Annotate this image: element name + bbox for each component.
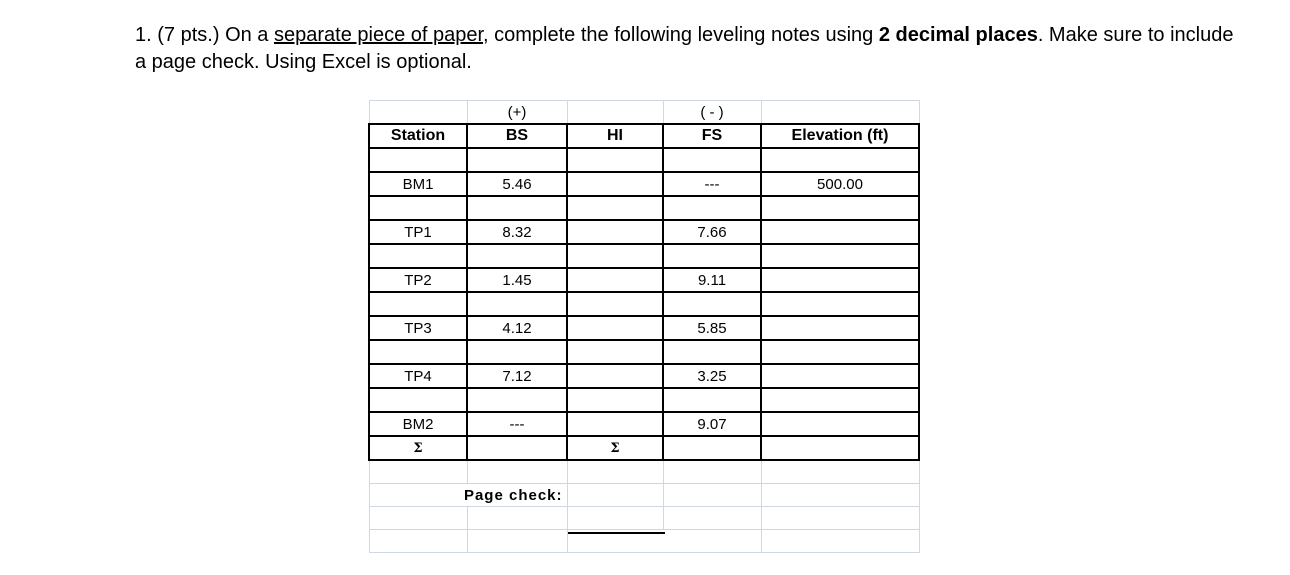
sign-minus: ( - ) [663, 101, 761, 125]
question-text-part: On a [225, 24, 269, 46]
cell-hi [567, 412, 663, 436]
page-check-row [369, 484, 919, 507]
question-underlined: separate piece of paper [273, 24, 484, 46]
page-check-label: Page check: [369, 484, 567, 507]
blank-row [369, 340, 919, 364]
cell-station: TP4 [369, 364, 467, 388]
sum-fs-symbol: Σ [567, 436, 663, 460]
cell-bs: 5.46 [467, 172, 567, 196]
cell-fs: 7.66 [663, 220, 761, 244]
cell-elev [761, 364, 919, 388]
header-row [369, 124, 919, 148]
question-text-part: , complete the following leveling notes using [483, 24, 874, 46]
cell-hi [567, 172, 663, 196]
cell-bs: 1.45 [467, 268, 567, 292]
cell-station: BM1 [369, 172, 467, 196]
cell-fs: 3.25 [663, 364, 761, 388]
blank-row [369, 460, 919, 484]
header-bs: BS [467, 124, 567, 148]
cell-station: BM2 [369, 412, 467, 436]
cell-bs: 8.32 [467, 220, 567, 244]
sum-row [369, 436, 919, 460]
blank-row [369, 148, 919, 172]
table-row [369, 172, 919, 196]
blank-row [369, 292, 919, 316]
question-text-part: . Make sure to include a page check. Using Excel is optional. [135, 24, 1234, 73]
header-elevation: Elevation (ft) [761, 124, 919, 148]
cell-fs: 9.11 [663, 268, 761, 292]
leveling-notes-table [368, 100, 920, 553]
cell-elev [761, 316, 919, 340]
blank-row [369, 507, 919, 530]
blank-row [369, 244, 919, 268]
question-text [135, 22, 1235, 76]
cell-elev [761, 412, 919, 436]
cell-elev: 500.00 [761, 172, 919, 196]
cell-station: TP1 [369, 220, 467, 244]
cell-fs: 9.07 [663, 412, 761, 436]
sign-cell [369, 101, 467, 125]
header-station: Station [369, 124, 467, 148]
cell-hi [567, 220, 663, 244]
blank-row [369, 388, 919, 412]
sign-cell [761, 101, 919, 125]
table-row [369, 412, 919, 436]
cell-bs: 7.12 [467, 364, 567, 388]
table-row [369, 268, 919, 292]
cell-elev [761, 268, 919, 292]
table-row [369, 220, 919, 244]
cell-station: TP3 [369, 316, 467, 340]
question-number: 1. [135, 24, 152, 46]
cell-bs: 4.12 [467, 316, 567, 340]
sign-plus: (+) [467, 101, 567, 125]
cell-hi [567, 316, 663, 340]
blank-row [369, 196, 919, 220]
cell-station: TP2 [369, 268, 467, 292]
sum-bs-symbol: Σ [369, 436, 467, 460]
table-row [369, 316, 919, 340]
header-hi: HI [567, 124, 663, 148]
question-points: (7 pts.) [157, 24, 220, 46]
cell-hi [567, 268, 663, 292]
question-bold: 2 decimal places [878, 24, 1038, 46]
header-fs: FS [663, 124, 761, 148]
cell-fs: --- [663, 172, 761, 196]
answer-underline [568, 532, 665, 534]
cell-bs: --- [467, 412, 567, 436]
cell-elev [761, 220, 919, 244]
cell-hi [567, 364, 663, 388]
cell-fs: 5.85 [663, 316, 761, 340]
sign-cell [567, 101, 663, 125]
table-row [369, 364, 919, 388]
sign-row [369, 101, 919, 125]
